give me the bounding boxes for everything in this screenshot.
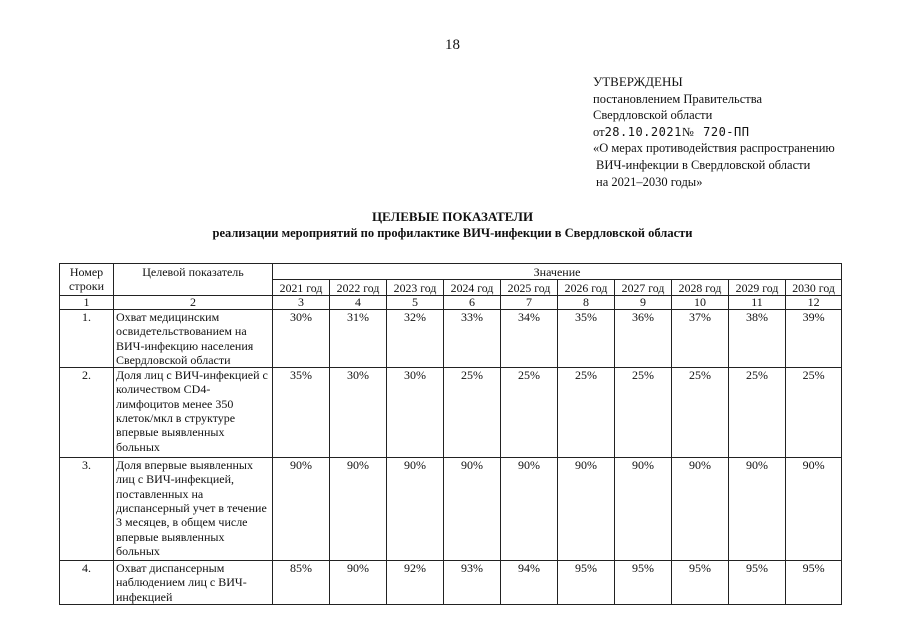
- header-year: 2026 год: [558, 280, 615, 296]
- indicator-value: 95%: [672, 561, 729, 605]
- approval-date-line: [593, 124, 835, 141]
- header-year: 2029 год: [729, 280, 786, 296]
- indicator-value: 35%: [558, 310, 615, 368]
- page-number: 18: [445, 37, 460, 53]
- heading-title: ЦЕЛЕВЫЕ ПОКАЗАТЕЛИ: [371, 209, 534, 224]
- indicator-value: 35%: [273, 368, 330, 458]
- column-number: 2: [114, 296, 273, 310]
- column-number: 9: [615, 296, 672, 310]
- column-number: 11: [729, 296, 786, 310]
- column-number: 6: [444, 296, 501, 310]
- approval-number-prefix: №: [681, 124, 694, 139]
- indicator-value: 90%: [273, 458, 330, 561]
- column-number: 7: [501, 296, 558, 310]
- indicator-value: 30%: [273, 310, 330, 368]
- indicator-value: 30%: [387, 368, 444, 458]
- indicators-table: [59, 263, 842, 605]
- row-number: 4.: [60, 561, 114, 605]
- indicator-value: 94%: [501, 561, 558, 605]
- indicator-value: 30%: [330, 368, 387, 458]
- indicator-value: 36%: [615, 310, 672, 368]
- approval-number: 720-ПП: [703, 124, 750, 139]
- header-row-number: Номер строки: [60, 264, 114, 296]
- indicator-name: Охват медицинским освидетельствованием на ВИЧ-инфекцию населения Свердловской области: [114, 310, 273, 368]
- indicator-value: 90%: [558, 458, 615, 561]
- indicator-value: 33%: [444, 310, 501, 368]
- indicator-value: 25%: [786, 368, 842, 458]
- indicator-value: 90%: [615, 458, 672, 561]
- approval-line-2: Свердловской области: [593, 108, 713, 123]
- header-year: 2030 год: [786, 280, 842, 296]
- column-number: 1: [60, 296, 114, 310]
- column-number: 10: [672, 296, 729, 310]
- indicator-value: 34%: [501, 310, 558, 368]
- indicator-value: 90%: [786, 458, 842, 561]
- indicator-value: 90%: [330, 458, 387, 561]
- column-number: 8: [558, 296, 615, 310]
- column-number: 3: [273, 296, 330, 310]
- table-row: [60, 561, 842, 605]
- column-number: 4: [330, 296, 387, 310]
- header-year: 2028 год: [672, 280, 729, 296]
- document-heading: [0, 209, 905, 241]
- indicator-value: 90%: [672, 458, 729, 561]
- indicator-value: 25%: [501, 368, 558, 458]
- indicator-value: 95%: [558, 561, 615, 605]
- header-year: 2024 год: [444, 280, 501, 296]
- header-year: 2023 год: [387, 280, 444, 296]
- heading-subtitle: реализации мероприятий по профилактике ВИЧ-инфекции в Свердловской области: [212, 226, 693, 240]
- indicator-name: Охват диспансерным наблюдением лиц с ВИЧ-инфекцией: [114, 561, 273, 605]
- indicator-value: 85%: [273, 561, 330, 605]
- indicator-value: 39%: [786, 310, 842, 368]
- header-year: 2025 год: [501, 280, 558, 296]
- approval-title: УТВЕРЖДЕНЫ: [593, 74, 683, 89]
- approval-stamp: [593, 74, 835, 190]
- indicator-name: Доля впервые выявленных лиц с ВИЧ-инфекцией, поставленных на диспансерный учет в течение 3 месяцев, в общем числе впервые выявленных больных: [114, 458, 273, 561]
- indicator-value: 90%: [330, 561, 387, 605]
- column-number: 12: [786, 296, 842, 310]
- indicator-value: 95%: [615, 561, 672, 605]
- row-number: 1.: [60, 310, 114, 368]
- row-number: 3.: [60, 458, 114, 561]
- indicator-value: 95%: [729, 561, 786, 605]
- header-year: 2021 год: [273, 280, 330, 296]
- approval-line-6: на 2021–2030 годы»: [596, 174, 703, 189]
- table-row: [60, 458, 842, 561]
- indicator-value: 90%: [501, 458, 558, 561]
- indicator-value: 37%: [672, 310, 729, 368]
- row-number: 2.: [60, 368, 114, 458]
- indicator-value: 25%: [558, 368, 615, 458]
- indicator-name: Доля лиц с ВИЧ-инфекцией с количеством CD4-лимфоцитов менее 350 клеток/мкл в структуре впервые выявленных больных: [114, 368, 273, 458]
- approval-line-5: ВИЧ-инфекции в Свердловской области: [596, 157, 811, 172]
- column-number: 5: [387, 296, 444, 310]
- indicator-value: 38%: [729, 310, 786, 368]
- header-value: Значение: [273, 264, 842, 280]
- indicator-value: 90%: [444, 458, 501, 561]
- indicator-value: 25%: [615, 368, 672, 458]
- indicator-value: 90%: [387, 458, 444, 561]
- indicator-value: 31%: [330, 310, 387, 368]
- indicator-value: 90%: [729, 458, 786, 561]
- indicator-value: 92%: [387, 561, 444, 605]
- indicator-value: 25%: [444, 368, 501, 458]
- approval-date: 28.10.2021: [604, 124, 682, 139]
- approval-line-1: постановлением Правительства: [593, 91, 763, 106]
- indicator-value: 25%: [672, 368, 729, 458]
- indicator-value: 25%: [729, 368, 786, 458]
- indicator-value: 95%: [786, 561, 842, 605]
- header-year: 2022 год: [330, 280, 387, 296]
- indicator-value: 32%: [387, 310, 444, 368]
- approval-line-4: «О мерах противодействия распространению: [593, 141, 835, 156]
- indicator-value: 93%: [444, 561, 501, 605]
- header-year: 2027 год: [615, 280, 672, 296]
- table-row: [60, 368, 842, 458]
- approval-date-prefix: от: [593, 124, 605, 139]
- table-row: [60, 310, 842, 368]
- header-indicator: Целевой показатель: [114, 264, 273, 296]
